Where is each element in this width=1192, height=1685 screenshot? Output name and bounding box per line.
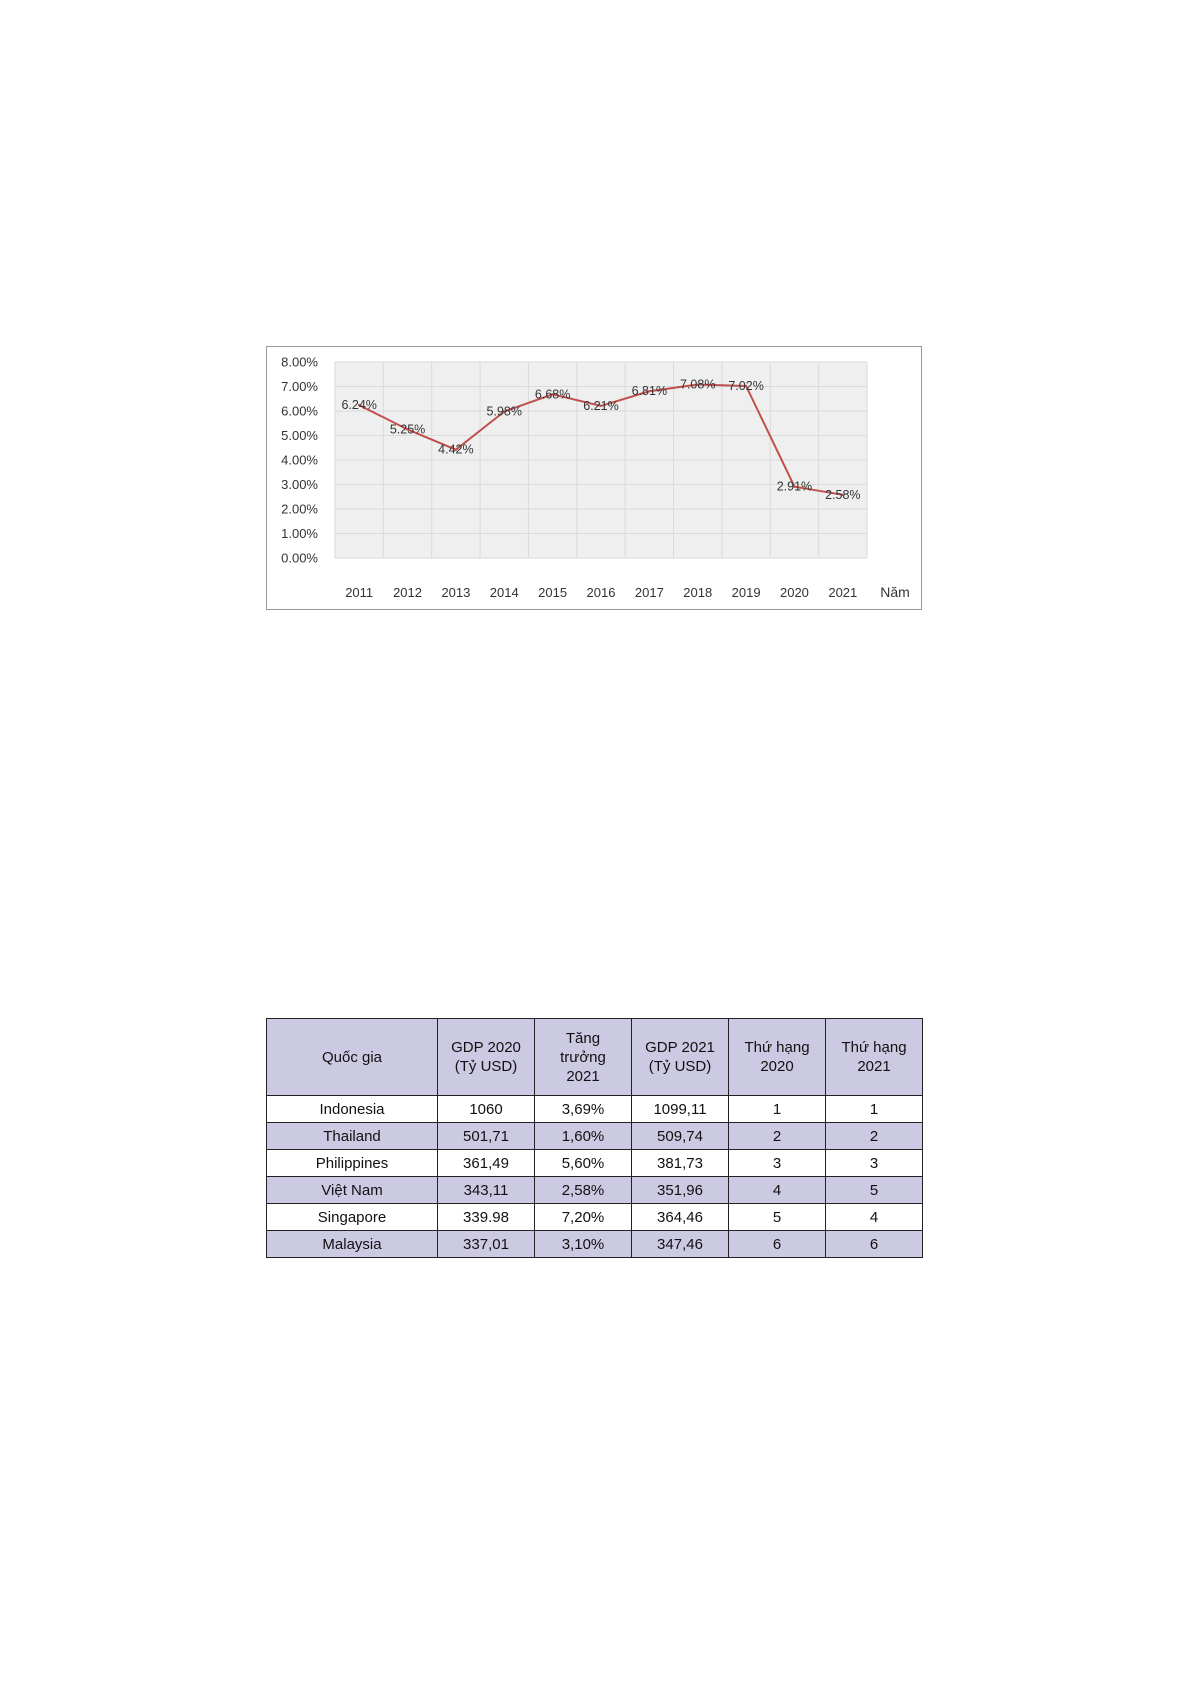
cell-growth-2021: 5,60% <box>535 1150 632 1177</box>
cell-growth-2021: 7,20% <box>535 1204 632 1231</box>
header-growth-2021: Tăng trưởng 2021 <box>535 1019 632 1096</box>
cell-country: Singapore <box>267 1204 438 1231</box>
x-tick-label: 2012 <box>393 585 423 600</box>
header-gdp-2021: GDP 2021 (Tỷ USD) <box>632 1019 729 1096</box>
cell-rank-2021: 6 <box>826 1231 923 1258</box>
data-label: 2.58% <box>825 487 861 502</box>
x-tick-label: 2013 <box>441 585 471 600</box>
data-label: 2.91% <box>776 479 813 494</box>
x-tick-label: 2014 <box>489 585 519 600</box>
cell-rank-2020: 2 <box>729 1123 826 1150</box>
x-tick-label: 2018 <box>683 585 713 600</box>
header-gdp-2020: GDP 2020 (Tỷ USD) <box>438 1019 535 1096</box>
y-tick-label: 7.00% <box>281 379 318 394</box>
header-rank-2020: Thứ hạng 2020 <box>729 1019 826 1096</box>
cell-country: Việt Nam <box>267 1177 438 1204</box>
x-tick-label: 2011 <box>345 585 374 600</box>
table-row <box>267 1150 923 1177</box>
data-label: 6.68% <box>534 387 571 402</box>
cell-rank-2020: 1 <box>729 1096 826 1123</box>
data-label: 6.24% <box>341 398 377 413</box>
cell-rank-2021: 4 <box>826 1204 923 1231</box>
y-tick-label: 5.00% <box>281 428 318 443</box>
table-row <box>267 1231 923 1258</box>
cell-growth-2021: 1,60% <box>535 1123 632 1150</box>
x-tick-label: 2020 <box>779 585 809 600</box>
data-label: 5.25% <box>389 422 426 437</box>
data-label: 6.21% <box>583 398 619 413</box>
cell-rank-2021: 5 <box>826 1177 923 1204</box>
table-row <box>267 1204 923 1231</box>
cell-rank-2020: 3 <box>729 1150 826 1177</box>
cell-gdp-2021: 351,96 <box>632 1177 729 1204</box>
cell-gdp-2020: 337,01 <box>438 1231 535 1258</box>
cell-country: Indonesia <box>267 1096 438 1123</box>
cell-gdp-2020: 501,71 <box>438 1123 535 1150</box>
data-label: 7.08% <box>680 377 716 392</box>
cell-rank-2021: 1 <box>826 1096 923 1123</box>
x-tick-label: 2019 <box>731 585 761 600</box>
cell-rank-2021: 3 <box>826 1150 923 1177</box>
x-tick-label: 2016 <box>586 585 616 600</box>
data-label: 4.42% <box>438 442 474 457</box>
y-tick-label: 3.00% <box>281 477 318 492</box>
cell-gdp-2021: 381,73 <box>632 1150 729 1177</box>
cell-country: Malaysia <box>267 1231 438 1258</box>
cell-rank-2020: 5 <box>729 1204 826 1231</box>
cell-country: Philippines <box>267 1150 438 1177</box>
x-tick-label: 2021 <box>828 585 858 600</box>
table-row <box>267 1177 923 1204</box>
gdp-table <box>266 1018 923 1258</box>
cell-gdp-2021: 347,46 <box>632 1231 729 1258</box>
data-label: 6.81% <box>631 384 668 399</box>
header-rank-2021: Thứ hạng 2021 <box>826 1019 923 1096</box>
table-row <box>267 1096 923 1123</box>
y-tick-label: 2.00% <box>281 501 318 517</box>
cell-growth-2021: 3,10% <box>535 1231 632 1258</box>
y-tick-label: 0.00% <box>281 550 318 566</box>
x-axis-title: Năm <box>880 584 910 600</box>
cell-country: Thailand <box>267 1123 438 1150</box>
cell-rank-2020: 4 <box>729 1177 826 1204</box>
x-tick-label: 2017 <box>634 585 664 600</box>
y-tick-label: 4.00% <box>281 452 318 468</box>
y-tick-label: 8.00% <box>281 354 318 370</box>
cell-gdp-2020: 343,11 <box>438 1177 535 1204</box>
cell-rank-2021: 2 <box>826 1123 923 1150</box>
table-row <box>267 1123 923 1150</box>
cell-growth-2021: 3,69% <box>535 1096 632 1123</box>
chart-canvas <box>267 347 923 611</box>
header-country: Quốc gia <box>267 1019 438 1096</box>
x-tick-label: 2015 <box>538 585 568 600</box>
cell-gdp-2021: 1099,11 <box>632 1096 729 1123</box>
cell-gdp-2020: 361,49 <box>438 1150 535 1177</box>
cell-gdp-2021: 364,46 <box>632 1204 729 1231</box>
cell-gdp-2020: 1060 <box>438 1096 535 1123</box>
y-tick-label: 1.00% <box>281 526 318 541</box>
cell-gdp-2020: 339.98 <box>438 1204 535 1231</box>
table-header-row <box>267 1019 923 1096</box>
cell-gdp-2021: 509,74 <box>632 1123 729 1150</box>
data-label: 5.98% <box>486 404 522 419</box>
cell-rank-2020: 6 <box>729 1231 826 1258</box>
cell-growth-2021: 2,58% <box>535 1177 632 1204</box>
growth-line-chart <box>266 346 922 610</box>
y-tick-label: 6.00% <box>281 403 318 419</box>
data-label: 7.02% <box>728 379 764 394</box>
